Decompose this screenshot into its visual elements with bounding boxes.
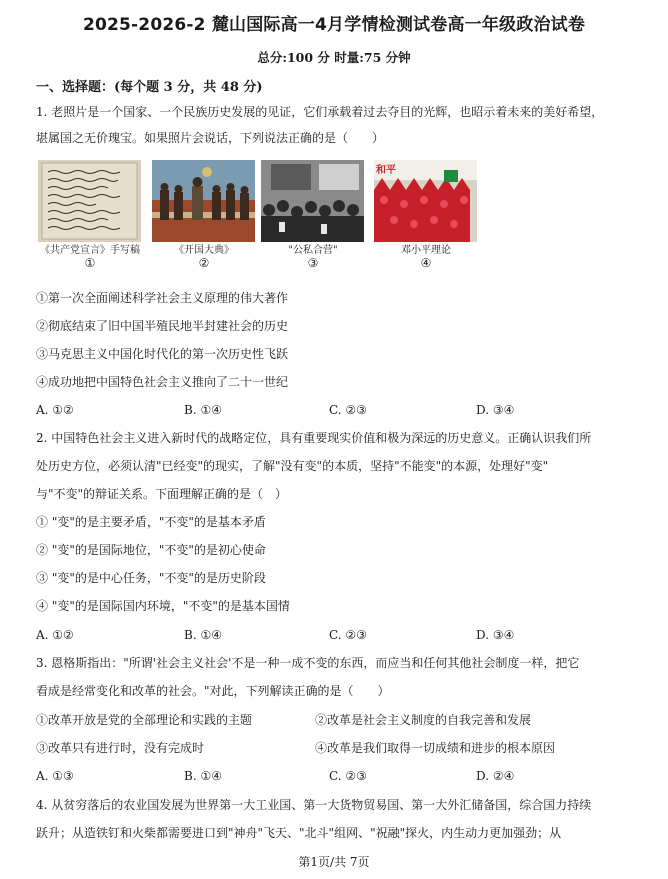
manifesto-manuscript-photo	[38, 160, 141, 242]
q3-option-2: ②改革是社会主义制度的自我完善和发展	[315, 713, 532, 727]
deng-theory-parade-photo	[374, 160, 477, 242]
q2-choice-a[interactable]: A. ①②	[36, 628, 74, 642]
q2-stem-line3: 与"不变"的辩证关系。下面理解正确的是（ ）	[36, 487, 288, 501]
q3-choice-a[interactable]: A. ①③	[36, 769, 74, 783]
photo4-banner-text: 和平	[376, 165, 396, 176]
q3-choices	[36, 769, 636, 785]
q1-photo-strip	[38, 160, 488, 270]
q2-option-4: ④ "变"的是国际国内环境，"不变"的是基本国情	[36, 599, 290, 613]
q1-choice-d[interactable]: D. ③④	[476, 403, 515, 417]
q2-option-2: ② "变"的是国际地位，"不变"的是初心使命	[36, 543, 266, 557]
q2-option-1: ① "变"的是主要矛盾，"不变"的是基本矛盾	[36, 515, 266, 529]
section-heading: 一、选择题：(每个题 3 分，共 48 分)	[36, 80, 263, 95]
q2-choice-b[interactable]: B. ①④	[184, 628, 222, 642]
q1-choice-c[interactable]: C. ②③	[329, 403, 367, 417]
q1-option-4: ④成功地把中国特色社会主义推向了二十一世纪	[36, 375, 289, 389]
q2-choice-c[interactable]: C. ②③	[329, 628, 367, 642]
photo3-caption: "公私合营" ③	[288, 245, 338, 270]
q1-option-3: ③马克思主义中国化时代化的第一次历史性飞跃	[36, 347, 289, 361]
q1-stem-line2: 堪属国之无价瑰宝。如果照片会说话，下列说法正确的是（ ）	[36, 131, 385, 145]
q1-choice-a[interactable]: A. ①②	[36, 403, 74, 417]
q1-stem-line1: 1. 老照片是一个国家、一个民族历史发展的见证，它们承载着过去夺目的光辉，也昭示着未来的美好希望，	[36, 105, 604, 119]
q1-choices	[36, 403, 636, 419]
q3-choice-c[interactable]: C. ②③	[329, 769, 367, 783]
founding-ceremony-photo	[152, 160, 255, 242]
exam-title: 2025-2026-2 麓山国际高一4月学情检测试卷高一年级政治试卷	[82, 15, 586, 35]
photo2-caption: 《开国大典》 ②	[174, 245, 234, 270]
photo1-caption: 《共产党宣言》手写稿 ①	[40, 245, 140, 270]
q3-option-3: ③改革只有进行时，没有完成时	[36, 741, 205, 755]
q3-choice-b[interactable]: B. ①④	[184, 769, 222, 783]
q1-option-2: ②彻底结束了旧中国半殖民地半封建社会的历史	[36, 319, 289, 333]
photo4-caption: 邓小平理论 ④	[401, 245, 451, 270]
exam-subtitle: 总分:100 分 时量:75 分钟	[257, 50, 411, 65]
q2-stem-line2: 处历史方位，必须认清"已经变"的现实，了解"没有变"的本质，坚持"不能变"的本源，处理好"变"	[36, 459, 549, 473]
q3-option-4: ④改革是我们取得一切成绩和进步的根本原因	[315, 741, 556, 755]
q1-option-1: ①第一次全面阐述科学社会主义原理的伟大著作	[36, 291, 289, 305]
q2-choices	[36, 628, 636, 644]
q1-choice-b[interactable]: B. ①④	[184, 403, 222, 417]
q3-option-1: ①改革开放是党的全部理论和实践的主题	[36, 713, 253, 727]
q2-option-3: ③ "变"的是中心任务，"不变"的是历史阶段	[36, 571, 266, 585]
q3-stem-line2: 看成是经常变化和改革的社会。"对此，下列解读正确的是（ ）	[36, 684, 390, 698]
q4-stem-line2: 跃升；从造铁钉和火柴都需要进口到"神舟"飞天、"北斗"组网、"祝融"探火，内生动力更加强劲；从	[36, 826, 562, 840]
page-footer: 第1页/共 7页	[298, 855, 370, 869]
q2-stem-line1: 2. 中国特色社会主义进入新时代的战略定位，具有重要现实价值和极为深远的历史意义。正确认识我们所	[36, 431, 592, 445]
public-private-partnership-photo	[261, 160, 364, 242]
q2-choice-d[interactable]: D. ③④	[476, 628, 515, 642]
q3-choice-d[interactable]: D. ②④	[476, 769, 515, 783]
q3-stem-line1: 3. 恩格斯指出："所谓'社会主义社会'不是一种一成不变的东西，而应当和任何其他社会制度一样，把它	[36, 656, 580, 670]
q4-stem-line1: 4. 从贫穷落后的农业国发展为世界第一大工业国、第一大货物贸易国、第一大外汇储备国，综合国力持续	[36, 798, 592, 812]
